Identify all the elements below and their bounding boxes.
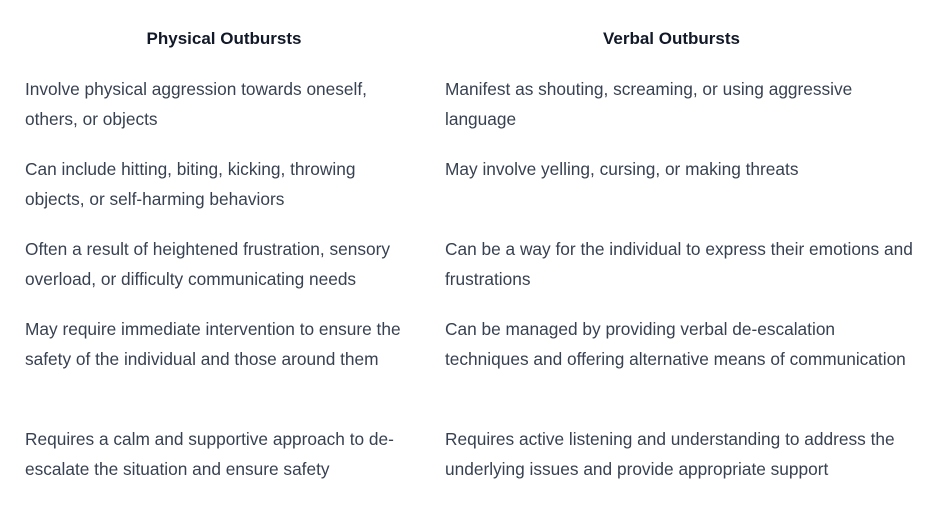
physical-cell: Can include hitting, biting, kicking, throwing objects, or self-harming behaviors [25, 159, 356, 209]
physical-cell: May require immediate intervention to ensure the safety of the individual and those around them [25, 319, 401, 369]
physical-cell: Requires a calm and supportive approach to de-escalate the situation and ensure safety [25, 429, 394, 479]
verbal-cell: Can be a way for the individual to express their emotions and frustrations [445, 239, 913, 289]
verbal-cell: Manifest as shouting, screaming, or using aggressive language [445, 79, 853, 129]
physical-cell: Often a result of heightened frustration, sensory overload, or difficulty communicating needs [25, 239, 391, 289]
verbal-cell: Requires active listening and understanding to address the underlying issues and provide appropriate support [445, 429, 895, 479]
verbal-cell: Can be managed by providing verbal de-escalation techniques and offering alternative means of communication [445, 319, 906, 369]
table-header-row [0, 26, 947, 52]
physical-cell: Involve physical aggression towards oneself, others, or objects [25, 79, 367, 129]
verbal-cell: May involve yelling, cursing, or making threats [445, 159, 799, 179]
header-verbal-outbursts: Verbal Outbursts [603, 29, 740, 48]
header-physical-outbursts: Physical Outbursts [146, 29, 302, 48]
